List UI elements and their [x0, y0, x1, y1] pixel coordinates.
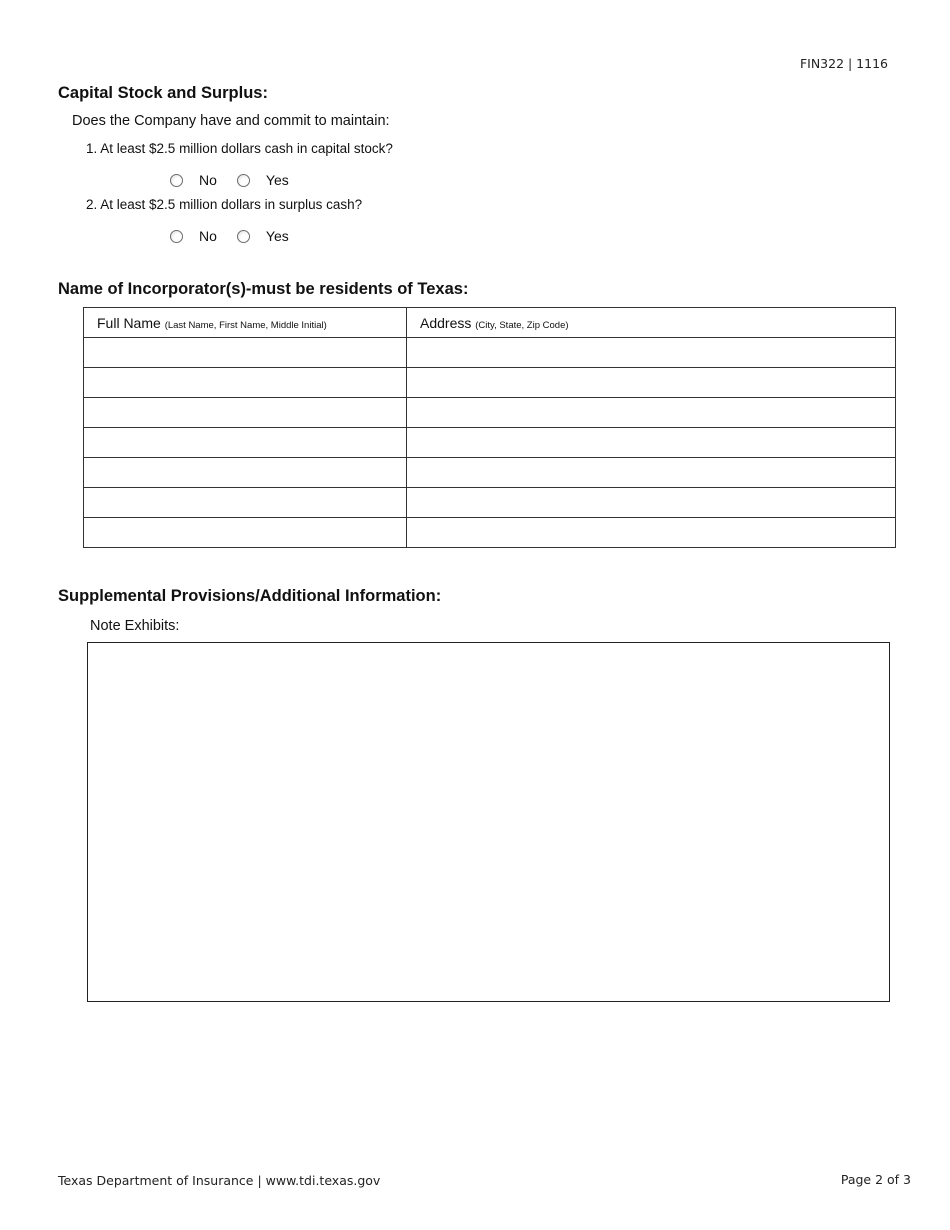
- table-row: [84, 368, 896, 398]
- full-name-input[interactable]: [84, 368, 406, 397]
- question-1-no-label: No: [199, 172, 217, 188]
- address-input[interactable]: [407, 428, 895, 457]
- address-input[interactable]: [407, 458, 895, 487]
- supplemental-heading: Supplemental Provisions/Additional Information:: [58, 587, 442, 605]
- full-name-cell: [84, 368, 407, 398]
- address-input[interactable]: [407, 368, 895, 397]
- table-row: [84, 398, 896, 428]
- question-2-yes-radio[interactable]: [237, 230, 250, 243]
- address-cell: [407, 458, 896, 488]
- address-cell: [407, 368, 896, 398]
- incorporators-table-body: [84, 338, 896, 548]
- full-name-cell: [84, 428, 407, 458]
- full-name-input[interactable]: [84, 398, 406, 427]
- question-2-yes-label: Yes: [265, 228, 289, 244]
- address-cell: [407, 398, 896, 428]
- question-2-no-label: No: [199, 228, 217, 244]
- full-name-input[interactable]: [84, 518, 406, 547]
- question-1-no-radio[interactable]: [170, 174, 183, 187]
- question-2-options: [170, 227, 309, 245]
- address-cell: [407, 338, 896, 368]
- address-column-header: [407, 308, 896, 338]
- full-name-input[interactable]: [84, 488, 406, 517]
- full-name-cell: [84, 458, 407, 488]
- question-2-no-radio[interactable]: [170, 230, 183, 243]
- address-input[interactable]: [407, 338, 895, 367]
- address-input[interactable]: [407, 398, 895, 427]
- full-name-header-hint: (Last Name, First Name, Middle Initial): [164, 319, 327, 331]
- full-name-cell: [84, 398, 407, 428]
- question-1-yes-radio[interactable]: [237, 174, 250, 187]
- address-header-label: Address: [420, 314, 472, 331]
- address-cell: [407, 488, 896, 518]
- address-input[interactable]: [407, 518, 895, 547]
- full-name-cell: [84, 488, 407, 518]
- full-name-input[interactable]: [84, 338, 406, 367]
- full-name-input[interactable]: [84, 428, 406, 457]
- incorporators-table: [83, 307, 896, 548]
- footer-agency: Texas Department of Insurance | www.tdi.texas.gov: [58, 1173, 381, 1188]
- address-cell: [407, 518, 896, 548]
- question-1-yes-label: Yes: [265, 172, 289, 188]
- address-header-hint: (City, State, Zip Code): [475, 319, 569, 331]
- full-name-column-header: [84, 308, 407, 338]
- footer-page-number: Page 2 of 3: [840, 1172, 911, 1187]
- capital-intro: Does the Company have and commit to maintain:: [72, 113, 390, 129]
- full-name-cell: [84, 518, 407, 548]
- full-name-header-label: Full Name: [97, 314, 161, 331]
- question-1-text: 1. At least $2.5 million dollars cash in capital stock?: [86, 141, 393, 156]
- table-row: [84, 338, 896, 368]
- address-input[interactable]: [407, 488, 895, 517]
- table-row: [84, 518, 896, 548]
- table-row: [84, 428, 896, 458]
- address-cell: [407, 428, 896, 458]
- form-id: FIN322 | 1116: [799, 56, 888, 71]
- full-name-cell: [84, 338, 407, 368]
- question-2-text: 2. At least $2.5 million dollars in surplus cash?: [86, 197, 363, 212]
- table-row: [84, 488, 896, 518]
- table-header-row: [84, 308, 896, 338]
- note-exhibits-label: Note Exhibits:: [90, 618, 180, 634]
- exhibits-text-area[interactable]: [87, 642, 890, 1002]
- full-name-input[interactable]: [84, 458, 406, 487]
- capital-heading: Capital Stock and Surplus:: [58, 84, 268, 102]
- incorporators-heading: Name of Incorporator(s)-must be residents of Texas:: [58, 280, 469, 298]
- table-row: [84, 458, 896, 488]
- question-1-options: [170, 171, 309, 189]
